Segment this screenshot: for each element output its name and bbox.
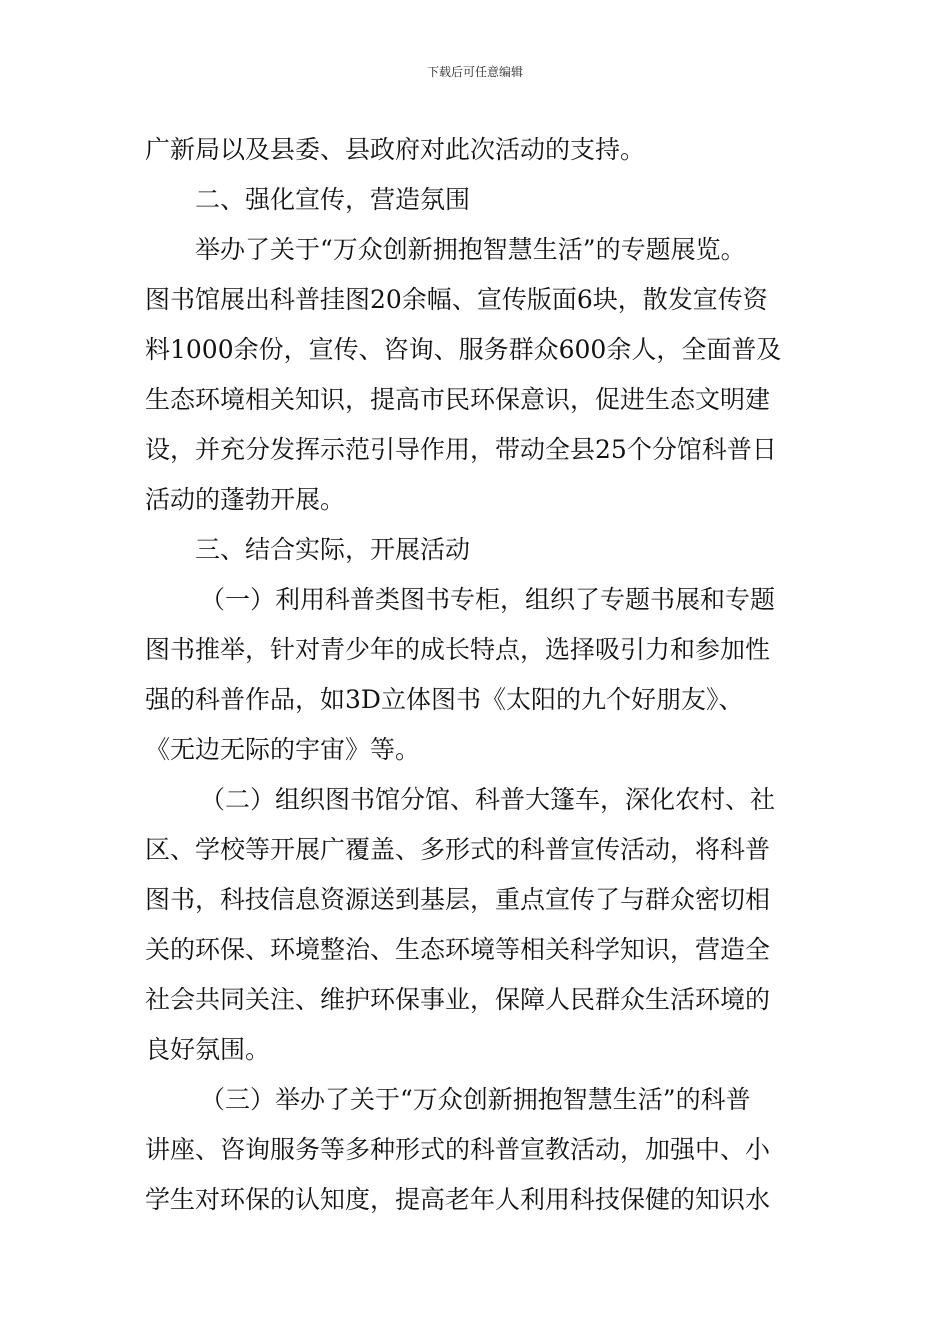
section-heading xyxy=(0,530,950,570)
line-text: 图书馆展出科普挂图20余幅、宣传版面6块，散发宣传资 xyxy=(145,285,768,314)
line-text: 举办了关于“万众创新拥抱智慧生活”的专题展览。 xyxy=(195,235,746,264)
body-line xyxy=(0,280,950,320)
line-text: （三）举办了关于“万众创新拥抱智慧生活”的科普 xyxy=(200,1085,751,1114)
body-line xyxy=(0,1180,950,1220)
page-header: 下载后可任意编辑 xyxy=(426,65,523,79)
line-text: 社会共同关注、维护环保事业，保障人民群众生活环境的 xyxy=(145,985,771,1014)
body-line xyxy=(0,430,950,470)
body-line xyxy=(0,380,950,420)
body-line xyxy=(0,880,950,920)
line-text: 料1000余份，宣传、咨询、服务群众600余人，全面普及 xyxy=(145,335,782,364)
body-line xyxy=(0,680,950,720)
line-text: 关的环保、环境整治、生态环境等相关科学知识，营造全 xyxy=(145,935,771,964)
line-text: 学生对环保的认知度，提高老年人利用科技保健的知识水 xyxy=(145,1185,771,1214)
heading-text: 二、强化宣传，营造氛围 xyxy=(195,185,471,214)
line-text: 广新局以及县委、县政府对此次活动的支持。 xyxy=(145,135,646,164)
line-text: 图书推举，针对青少年的成长特点，选择吸引力和参加性 xyxy=(145,635,771,664)
body-line xyxy=(0,780,950,820)
line-text: 区、学校等开展广覆盖、多形式的科普宣传活动，将科普 xyxy=(145,835,771,864)
line-text: （二）组织图书馆分馆、科普大篷车，深化农村、社 xyxy=(200,785,776,814)
body-line xyxy=(0,980,950,1020)
body-line xyxy=(0,130,950,170)
line-text: 良好氛围。 xyxy=(145,1035,271,1064)
body-line xyxy=(0,630,950,670)
body-line xyxy=(0,1130,950,1170)
line-text: 设，并充分发挥示范引导作用，带动全县25个分馆科普日 xyxy=(145,435,777,464)
body-line xyxy=(0,930,950,970)
body-line xyxy=(0,730,950,770)
section-heading xyxy=(0,180,950,220)
body-line xyxy=(0,580,950,620)
line-text: 图书，科技信息资源送到基层，重点宣传了与群众密切相 xyxy=(145,885,771,914)
line-text: 生态环境相关知识，提高市民环保意识，促进生态文明建 xyxy=(145,385,771,414)
body-line xyxy=(0,230,950,270)
line-text: 活动的蓬勃开展。 xyxy=(145,485,346,514)
line-text: （一）利用科普类图书专柜，组织了专题书展和专题 xyxy=(200,585,776,614)
body-line xyxy=(0,1080,950,1120)
line-text: 讲座、咨询服务等多种形式的科普宣教活动，加强中、小 xyxy=(145,1135,771,1164)
body-line xyxy=(0,480,950,520)
body-line xyxy=(0,1030,950,1070)
line-text: 强的科普作品，如3D立体图书《太阳的九个好朋友》、 xyxy=(145,685,744,714)
heading-text: 三、结合实际，开展活动 xyxy=(195,535,471,564)
body-line xyxy=(0,830,950,870)
line-text: 《无边无际的宇宙》等。 xyxy=(145,735,421,764)
body-line xyxy=(0,330,950,370)
